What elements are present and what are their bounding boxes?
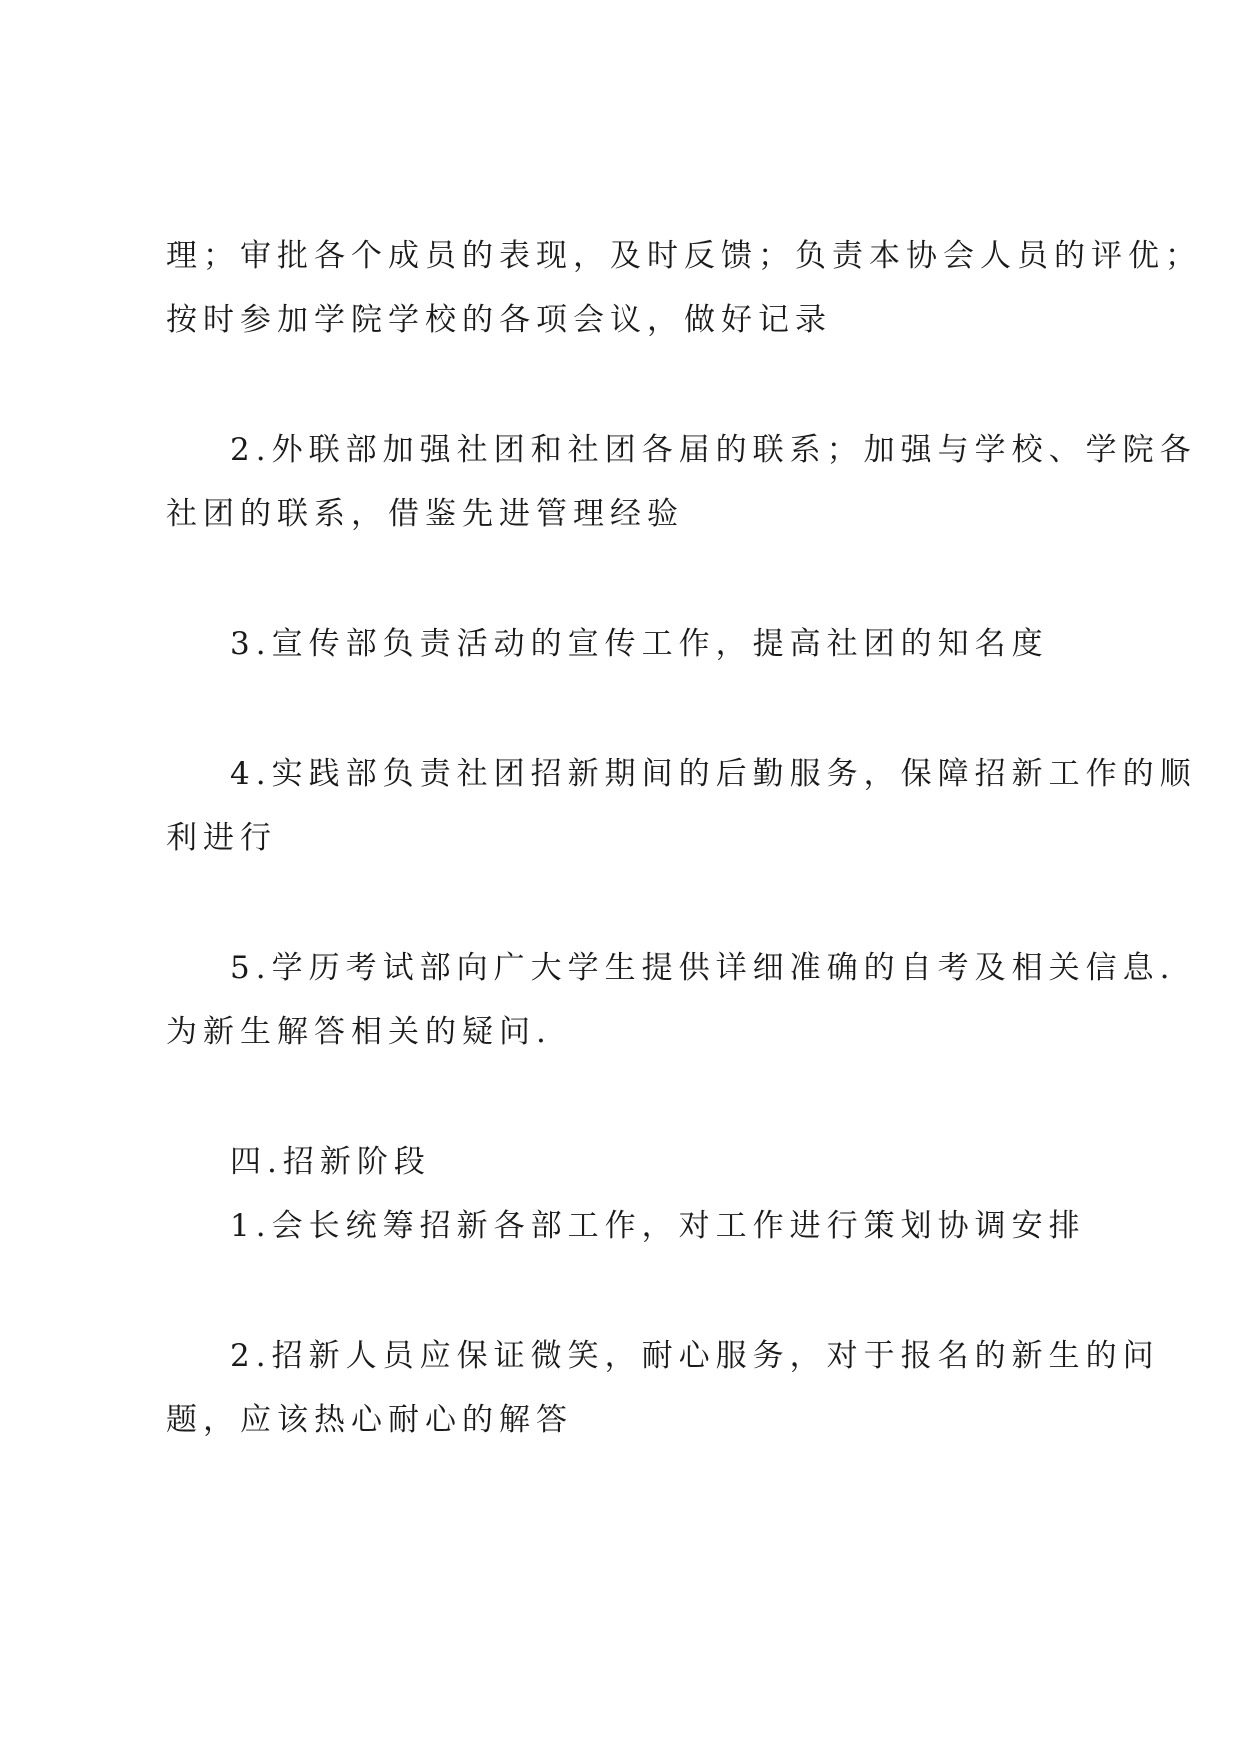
text-line: 1.会长统筹招新各部工作，对工作进行策划协调安排 (230, 1208, 1086, 1244)
text-line: 题，应该热心耐心的解答 (166, 1402, 573, 1438)
text-line: 为新生解答相关的疑问. (166, 1014, 552, 1050)
text-line: 理；审批各个成员的表现，及时反馈；负责本协会人员的评优； (166, 238, 1202, 274)
text-line: 4.实践部负责社团招新期间的后勤服务，保障招新工作的顺 (230, 756, 1197, 792)
section-heading-text: 四.招新阶段 (230, 1144, 431, 1180)
text-line: 2.外联部加强社团和社团各届的联系；加强与学校、学院各 (230, 432, 1197, 468)
text-line: 5.学历考试部向广大学生提供详细准确的自考及相关信息. (230, 950, 1176, 986)
paragraph-responsibilities-cont (166, 224, 1202, 352)
paragraph-item-2-liaison (166, 418, 1197, 546)
document-body (166, 224, 1202, 1452)
text-line: 2.招新人员应保证微笑，耐心服务，对于报名的新生的问 (230, 1338, 1160, 1374)
section-heading-recruitment (166, 1130, 1106, 1194)
text-line: 利进行 (166, 820, 277, 856)
paragraph-item-5-exam (166, 936, 1176, 1064)
text-line: 3.宣传部负责活动的宣传工作，提高社团的知名度 (230, 626, 1049, 662)
paragraph-recruit-item-1 (166, 1194, 1106, 1258)
paragraph-recruit-item-2 (166, 1324, 1160, 1452)
paragraph-item-3-publicity (166, 612, 1106, 676)
text-line: 按时参加学院学校的各项会议，做好记录 (166, 302, 832, 338)
text-line: 社团的联系，借鉴先进管理经验 (166, 496, 684, 532)
paragraph-item-4-practice (166, 742, 1197, 870)
